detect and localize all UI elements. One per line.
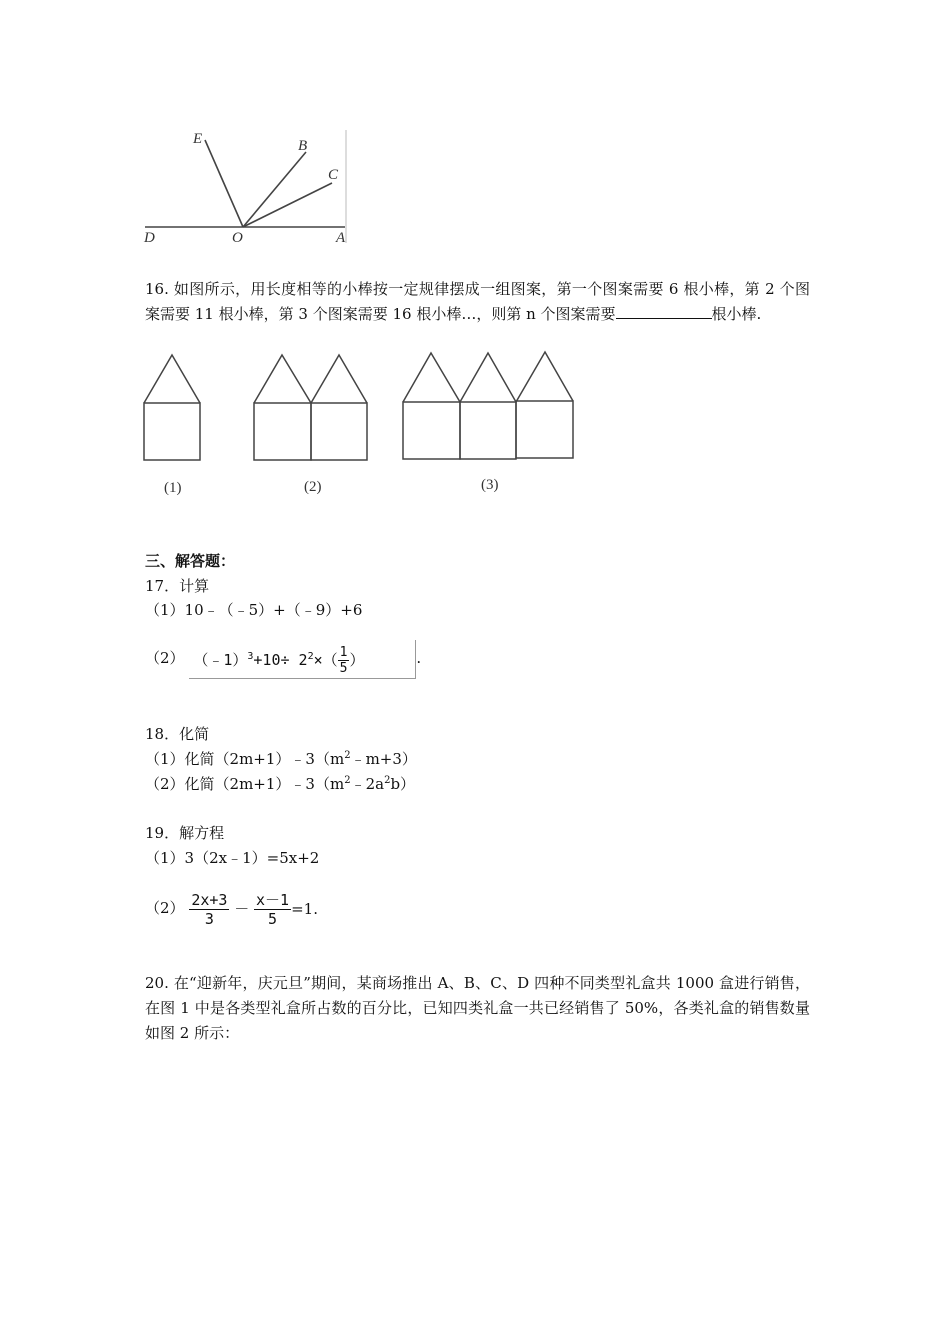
house-label-2: (2) [304, 479, 322, 495]
q17-part2-expression [189, 640, 416, 679]
house-pattern-2 [254, 355, 367, 460]
q18-p2-sup1: 2 [344, 775, 351, 786]
q17-frac-den: 5 [339, 660, 348, 676]
q18-title: 18．化简 [145, 725, 210, 743]
q19-frac1-den: 3 [204, 909, 214, 928]
ray-oc [243, 183, 332, 227]
label-d: D [144, 230, 155, 246]
q17-frac-num: 1 [339, 644, 348, 660]
house-pattern-3 [403, 352, 573, 459]
q17-part2 [145, 638, 421, 679]
q17-expr-c: ×（ [313, 650, 338, 669]
q18-part2 [145, 773, 415, 795]
angle-figure [140, 125, 355, 250]
label-o: O [232, 230, 243, 246]
q18-p2-c: b） [390, 775, 416, 793]
q19-minus: － [234, 900, 250, 918]
q19-part2-prefix: （2） [145, 899, 185, 917]
q18-p2-a: （2）化简（2m+1）﹣3（m [145, 775, 345, 793]
q19-frac1-num: 2x+3 [191, 890, 228, 909]
q17-part2-suffix: . [416, 649, 422, 667]
q19-frac2-num: x－1 [256, 890, 290, 909]
house-label-3: (3) [481, 477, 499, 493]
q17-part1: （1）10﹣（﹣5）+（﹣9）+6 [145, 601, 363, 619]
q18-part1 [145, 748, 417, 770]
label-b: B [298, 138, 308, 154]
q18-p1-sup: 2 [344, 750, 351, 761]
q19-fraction-1 [189, 891, 229, 928]
q18-p1-b: ﹣m+3） [350, 750, 417, 768]
ray-oe [205, 140, 243, 227]
q19-part2 [145, 888, 318, 929]
q17-exp-a: 3 [247, 650, 254, 662]
q18-p2-sup2: 2 [384, 775, 391, 786]
q19-rhs: =1. [291, 900, 318, 918]
label-e: E [193, 131, 203, 147]
q16-text-before: 16. 如图所示，用长度相等的小棒按一定规律摆成一组图案，第一个图案需要 6 根小棒，第 2 个图案需要 11 根小棒，第 3 个图案需要 16 根小棒…，则第 n 个图案需要 [145, 280, 810, 323]
q16-text [145, 277, 810, 327]
q19-title: 19．解方程 [145, 824, 225, 842]
q19-frac2-den: 5 [268, 909, 278, 928]
label-a: A [336, 230, 346, 246]
q16-answer-blank[interactable] [616, 304, 712, 319]
q17-title: 17．计算 [145, 577, 210, 595]
house-pattern-1 [144, 355, 200, 460]
q17-expr-b: +10÷ 2 [253, 650, 308, 669]
q19-part1: （1）3（2x﹣1）=5x+2 [145, 849, 320, 867]
ray-ob [243, 152, 306, 227]
q17-expr-d: ） [349, 650, 365, 669]
label-c: C [328, 167, 339, 183]
q17-part2-prefix: （2） [145, 649, 185, 667]
q20-text: 20. 在“迎新年，庆元旦”期间，某商场推出 A、B、C、D 四种不同类型礼盒共 1000 盒进行销售，在图 1 中是各类型礼盒所占数的百分比，已知四类礼盒一共已经销售了 50%，各类礼盒的销售数量如图 2 所示： [145, 974, 810, 1042]
section3-title: 三、解答题： [145, 552, 236, 570]
q16-text-after: 根小棒. [711, 305, 762, 323]
q17-expr-a: （﹣1） [193, 650, 248, 669]
q18-p2-b: ﹣2a [350, 775, 385, 793]
q17-fraction [338, 645, 350, 676]
house-label-1: (1) [164, 480, 182, 496]
houses-figure [140, 345, 580, 505]
q17-exp-b: 2 [307, 650, 314, 662]
q18-p1-a: （1）化简（2m+1）﹣3（m [145, 750, 345, 768]
q19-fraction-2 [254, 891, 291, 928]
